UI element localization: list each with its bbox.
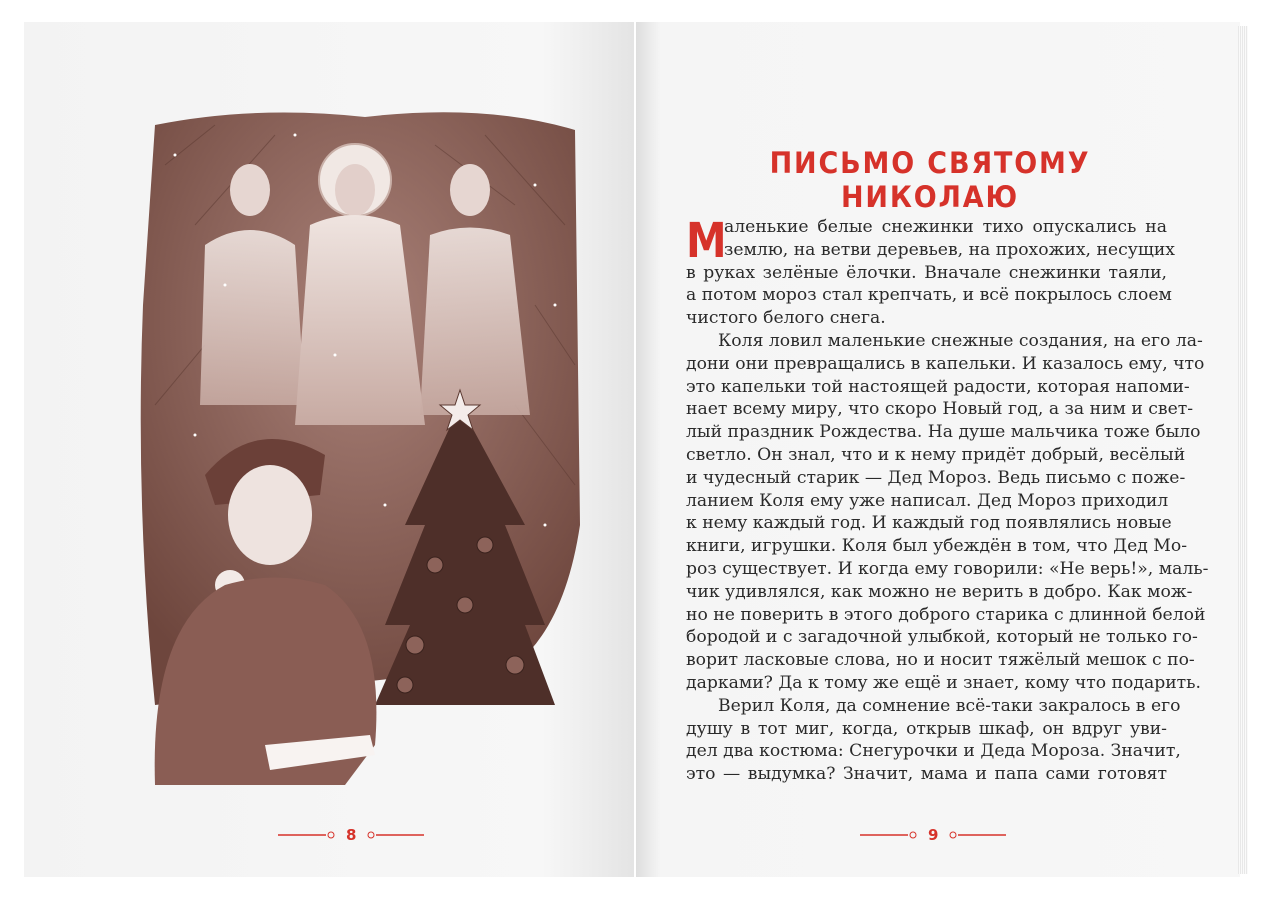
text-line: дел два костюма: Снегурочки и Деда Мороза. Значит, xyxy=(686,741,1181,762)
page-edges xyxy=(1238,26,1248,874)
page-number: 9 xyxy=(928,826,939,844)
text-line: лый праздник Рождества. На душе мальчика тоже было xyxy=(686,422,1201,443)
ornament-icon xyxy=(364,830,424,840)
text-line: это — выдумка? Значит, мама и папа сами готовят xyxy=(686,764,1167,785)
text-line: дарками? Да к тому же ещё и знает, кому что подарить. xyxy=(686,672,1201,693)
text-line: это капельки той настоящей радости, которая напоми- xyxy=(686,376,1190,397)
ornament-icon xyxy=(278,830,338,840)
text-line: книги, игрушки. Коля был убеждён в том, что Дед Мо- xyxy=(686,536,1188,557)
chapter-title: ПИСЬМО СВЯТОМУ НИКОЛАЮ xyxy=(769,146,1091,214)
page-number: 8 xyxy=(346,826,357,844)
text-line: душу в тот миг, когда, открыв шкаф, он вдруг уви- xyxy=(686,718,1167,739)
text-line: дони они превращались в капельки. И казалось ему, что xyxy=(686,353,1205,374)
text-line: ворит ласковые слова, но и носит тяжёлый мешок с по- xyxy=(686,650,1195,671)
text-line: бородой и с загадочной улыбкой, который не только го- xyxy=(686,627,1198,648)
ornament-icon xyxy=(946,830,1006,840)
body-text xyxy=(686,213,1209,786)
page-number-right xyxy=(860,826,1006,844)
ornament-icon xyxy=(860,830,920,840)
text-line: чик удивлялся, как можно не верить в добро. Как мож- xyxy=(686,581,1193,602)
text-line: но не поверить в этого доброго старика с длинной белой xyxy=(686,604,1206,625)
page-number-left xyxy=(278,826,424,844)
illustration xyxy=(135,105,585,800)
text-line: в руках зелёные ёлочки. Вначале снежинки таяли, xyxy=(686,262,1167,283)
text-line: роз существует. И когда ему говорили: «Не верь!», маль- xyxy=(686,558,1209,579)
text-line: а потом мороз стал крепчать, и всё покрылось слоем xyxy=(686,285,1172,306)
text-line: аленькие белые снежинки тихо опускались на xyxy=(724,217,1167,237)
text-line: Коля ловил маленькие снежные создания, на его ла- xyxy=(718,330,1203,351)
text-line: и чудесный старик — Дед Мороз. Ведь письмо с поже- xyxy=(686,467,1186,488)
text-line: к нему каждый год. И каждый год появлялись новые xyxy=(686,513,1172,534)
text-line: Верил Коля, да сомнение всё-таки закралось в его xyxy=(718,695,1181,716)
text-line: чистого белого снега. xyxy=(686,308,886,329)
text-line: нает всему миру, что скоро Новый год, а за ним и свет- xyxy=(686,399,1194,420)
drop-cap: М xyxy=(686,213,727,269)
text-line: ланием Коля ему уже написал. Дед Мороз приходил xyxy=(686,490,1169,511)
text-line: землю, на ветви деревьев, на прохожих, несущих xyxy=(724,239,1175,260)
text-line: светло. Он знал, что и к нему придёт добрый, весёлый xyxy=(686,444,1186,465)
